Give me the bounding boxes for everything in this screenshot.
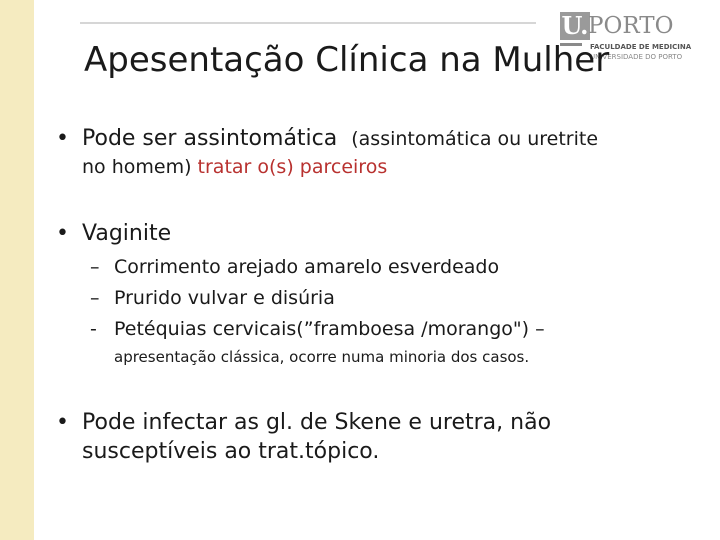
- bullet-text: Vaginite: [82, 221, 172, 246]
- sub-bullet-marker: -: [90, 318, 97, 340]
- bullet-marker: •: [56, 221, 69, 246]
- bullet-marker: •: [56, 410, 69, 435]
- bullet-paren-text: (assintomática ou uretrite: [351, 128, 599, 150]
- bullet-text-line2: susceptíveis ao trat.tópico.: [82, 439, 380, 464]
- sub-bullet-text: Petéquias cervicais(”framboesa /morango") –: [114, 318, 545, 340]
- left-accent-bar: [0, 0, 34, 540]
- sub-bullet-pruritus: [90, 285, 335, 311]
- bullet-text-line1: Pode infectar as gl. de Skene e uretra, não: [82, 410, 552, 435]
- bullet-skene: [56, 408, 551, 466]
- logo-faculty-text: FACULDADE DE MEDICINA: [590, 43, 692, 51]
- sub-bullet-marker: –: [90, 287, 100, 309]
- bullet-cont-red-text: tratar o(s) parceiros: [197, 156, 388, 178]
- logo-u-mark: U.: [561, 11, 589, 40]
- sub-bullet-note: apresentação clássica, ocorre numa minoria dos casos.: [114, 348, 530, 366]
- sub-bullet-text: Prurido vulvar e disúria: [114, 287, 335, 309]
- title-divider: [80, 22, 536, 24]
- bullet-asymptomatic: [56, 125, 598, 153]
- logo-university-text: UNIVERSIDADE DO PORTO: [590, 53, 683, 61]
- bullet-text: Pode ser assintomática: [82, 126, 338, 151]
- bullet-marker: •: [56, 126, 69, 151]
- slide-title: Apesentação Clínica na Mulher: [84, 40, 610, 80]
- bullet-cont-text: no homem): [82, 156, 192, 178]
- sub-bullet-petechiae: [90, 316, 545, 342]
- bullet-vaginitis: [56, 220, 171, 248]
- sub-bullet-text: Corrimento arejado amarelo esverdeado: [114, 256, 500, 278]
- logo-porto-text: PORTO: [588, 13, 674, 39]
- bullet-asymptomatic-continuation: [82, 154, 387, 180]
- sub-bullet-marker: –: [90, 256, 100, 278]
- sub-bullet-discharge: [90, 254, 499, 280]
